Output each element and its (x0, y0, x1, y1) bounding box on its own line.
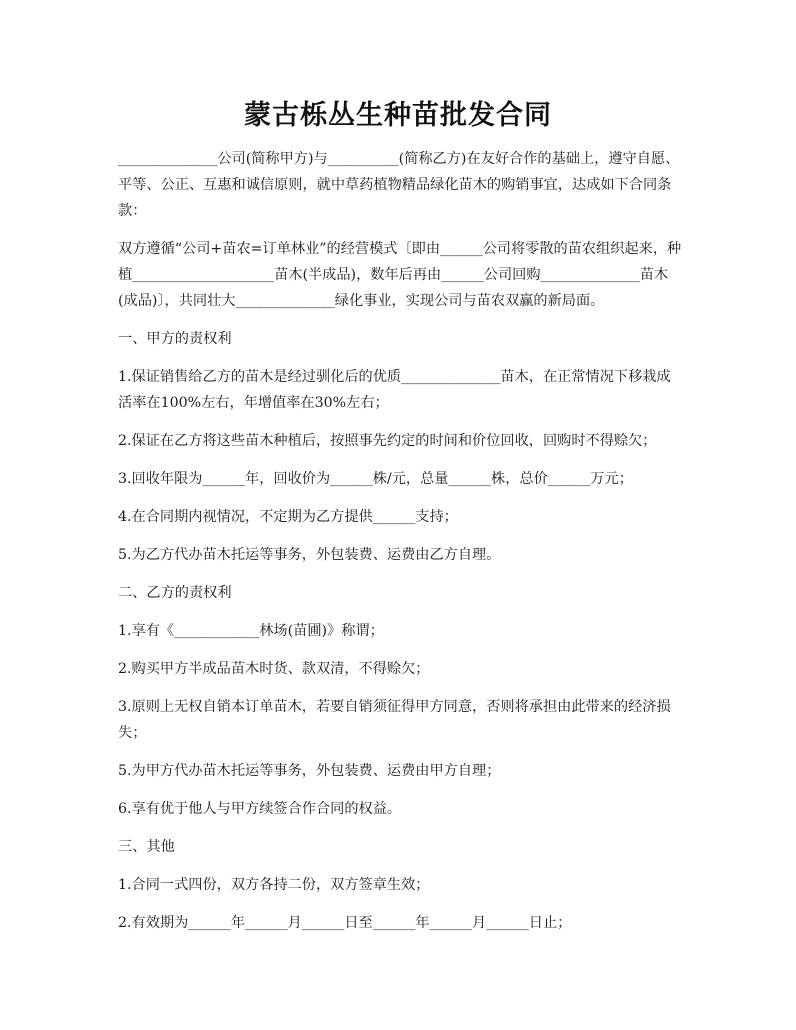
section-heading-party-a: 一、甲方的责权利 (118, 331, 232, 347)
clause-a-5: 5.为乙方代办苗木托运等事务，外包装费、运费由乙方自理。 (118, 547, 501, 563)
document-body (118, 146, 684, 948)
clause-a-1: 1.保证销售给乙方的苗木是经过驯化后的优质______________苗木，在正常情况下移栽成活率在100%左右，年增值率在30%左右； (118, 369, 671, 411)
clause-a-3: 3.回收年限为______年，回收价为______株/元，总量______株，总价______万元； (118, 471, 633, 487)
paragraph-business-model: 双方遵循“公司+苗农=订单林业”的经营模式〔即由______公司将零散的苗农组织起来，种植____________________苗木(半成品)，数年后再由______公司回购______________苗木(成品)〕，共同壮大______________绿化事业，实现公司与苗农双赢的新局面。 (118, 241, 682, 309)
clause-other-2: 2.有效期为______年______月______日至______年______月______日止； (118, 915, 572, 931)
clause-b-5: 5.为甲方代办苗木托运等事务，外包装费、运费由甲方自理； (118, 763, 501, 779)
clause-b-1: 1.享有《____________林场(苗圃)》称谓； (118, 623, 384, 639)
clause-b-6: 6.享有优于他人与甲方续签合作合同的权益。 (118, 801, 402, 817)
clause-other-1: 1.合同一式四份，双方各持二份，双方签章生效； (118, 877, 430, 893)
section-heading-party-b: 二、乙方的责权利 (118, 585, 232, 601)
clause-b-3: 3.原则上无权自销本订单苗木，若要自销须征得甲方同意，否则将承担由此带来的经济损失； (118, 699, 671, 741)
document-title: 蒙古栎丛生种苗批发合同 (244, 100, 552, 131)
clause-b-2: 2.购买甲方半成品苗木时货、款双清，不得赊欠； (118, 661, 430, 677)
clause-a-2: 2.保证在乙方将这些苗木种植后，按照事先约定的时间和价位回收，回购时不得赊欠； (118, 433, 657, 449)
paragraph-intro: ______________公司(简称甲方)与__________(简称乙方)在友好合作的基础上，遵守自愿、平等、公正、互惠和诚信原则，就中草药植物精品绿化苗木的购销事宜，达成如下合同条款： (118, 151, 680, 219)
clause-a-4: 4.在合同期内视情况，不定期为乙方提供______支持； (118, 509, 458, 525)
section-heading-other: 三、其他 (118, 839, 175, 855)
